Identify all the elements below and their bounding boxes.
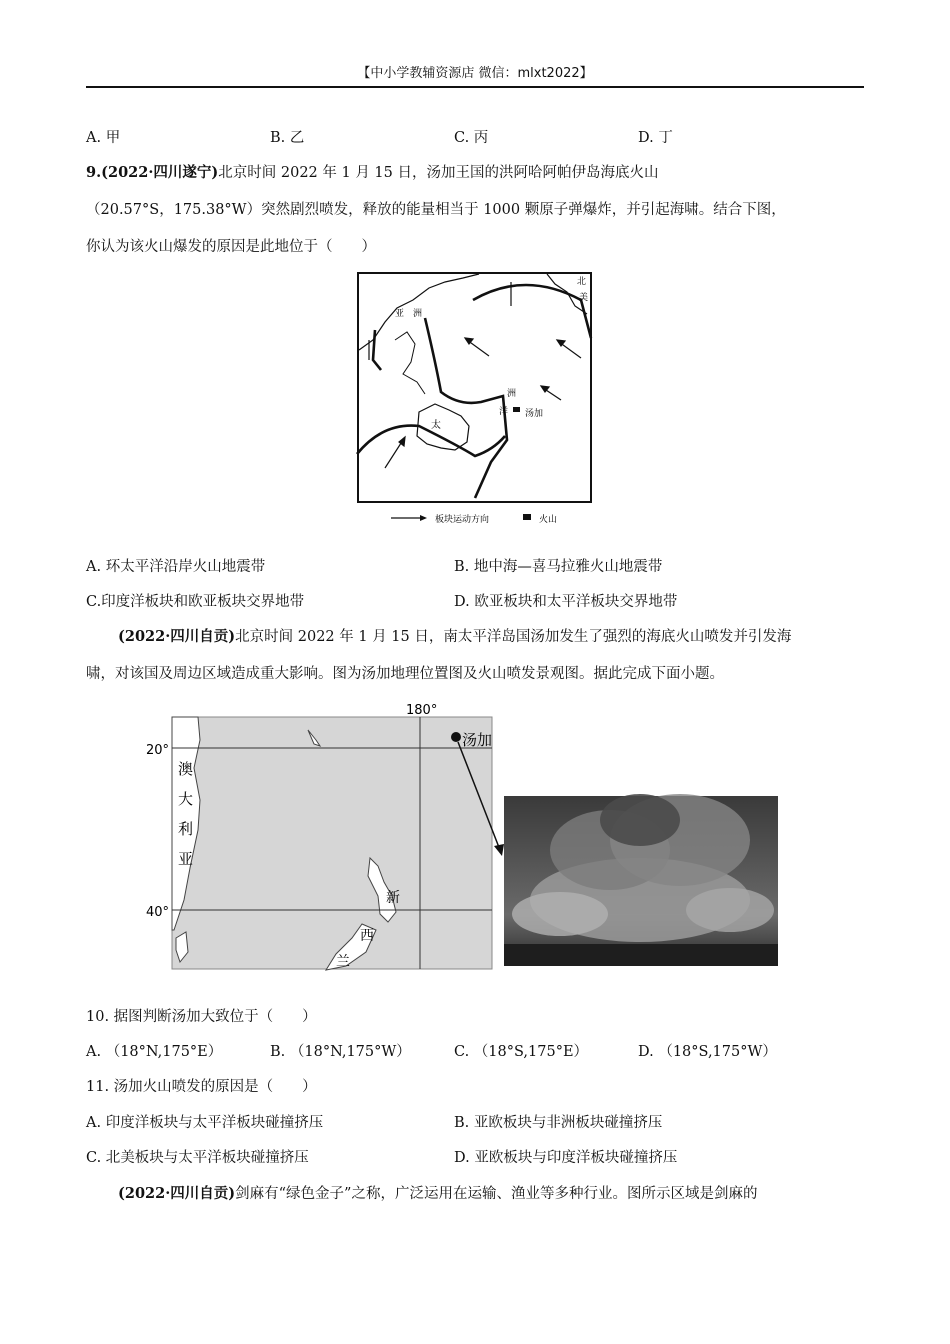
q9-source: 9.(2022·四川遂宁) (86, 164, 219, 181)
legend-arrowhead-icon (420, 515, 427, 521)
label-au-2: 大 (178, 790, 194, 808)
legend-volcano-icon (523, 514, 531, 520)
label-zhou: 洲 (507, 389, 517, 399)
legend-arrow-text: 板块运动方向 (435, 515, 490, 525)
q9-option-d: D. 欧亚板块和太平洋板块交界地带 (454, 594, 678, 610)
pointer-arrowhead (494, 844, 504, 856)
q11-option-d: D. 亚欧板块与印度洋板块碰撞挤压 (454, 1150, 678, 1166)
q9-option-b: B. 地中海—喜马拉雅火山地震带 (454, 559, 663, 575)
q8-option-a: A. 甲 (86, 130, 121, 146)
q10-option-a: A. （18°N,175°E） (86, 1044, 223, 1060)
label-tonga-map: 汤加 (462, 731, 493, 749)
eruption-photo (504, 794, 778, 966)
group10-text-1: 北京时间 2022 年 1 月 15 日，南太平洋岛国汤加发生了强烈的海底火山喷发并引发海 (235, 629, 792, 645)
q10-option-d: D. （18°S,175°W） (638, 1044, 777, 1060)
q11-option-b: B. 亚欧板块与非洲板块碰撞挤压 (454, 1115, 663, 1131)
group10-line1 (118, 627, 791, 647)
label-20: 20° (146, 743, 170, 758)
header-rule (86, 86, 864, 88)
label-nz-3: 兰 (336, 954, 350, 970)
q8-option-d: D. 丁 (638, 130, 673, 146)
q9-text-1: 北京时间 2022 年 1 月 15 日，汤加王国的洪阿哈阿帕伊岛海底火山 (218, 165, 659, 181)
tonga-location-figure (140, 700, 800, 972)
label-yang: 洋 (499, 407, 509, 417)
page-header: 【中小学教辅资源店 微信：mlxt2022】 (357, 66, 593, 81)
label-tonga: 汤加 (525, 409, 544, 419)
q9-option-a: A. 环太平洋沿岸火山地震带 (86, 559, 266, 575)
group12-text-1: 剑麻有“绿色金子”之称，广泛运用在运输、渔业等多种行业。图所示区域是剑麻的 (235, 1186, 758, 1202)
label-asia: 亚 洲 (395, 309, 423, 319)
volcano-icon (513, 407, 520, 412)
group10-line2: 啸，对该国及周边区域造成重大影响。图为汤加地理位置图及火山喷发景观图。据此完成下面小题。 (86, 666, 724, 682)
group12-source: (2022·四川自贡) (118, 1185, 236, 1202)
label-au-1: 澳 (178, 760, 194, 778)
q9-stem-line2: （20.57°S，175.38°W）突然剧烈喷发，释放的能量相当于 1000 颗原子弹爆炸，并引起海啸。结合下图， (86, 202, 786, 218)
label-na-2: 美 (579, 293, 589, 303)
label-na-1: 北 (577, 277, 587, 287)
q11-option-a: A. 印度洋板块与太平洋板块碰撞挤压 (86, 1115, 324, 1131)
q9-stem-line3: 你认为该火山爆发的原因是此地位于（ ） (86, 239, 376, 255)
label-180: 180° (406, 703, 438, 718)
label-nz-2: 西 (360, 928, 374, 944)
q11-stem: 11. 汤加火山喷发的原因是（ ） (86, 1079, 317, 1095)
q10-option-b: B. （18°N,175°W） (270, 1044, 411, 1060)
group10-source: (2022·四川自贡) (118, 628, 236, 645)
q9-option-c: C.印度洋板块和欧亚板块交界地带 (86, 594, 305, 610)
label-au-3: 利 (178, 820, 194, 838)
group12-line1 (118, 1184, 757, 1204)
q9-stem-line1 (86, 163, 659, 183)
label-au-4: 亚 (178, 850, 194, 868)
q8-option-b: B. 乙 (270, 130, 305, 146)
q10-option-c: C. （18°S,175°E） (454, 1044, 589, 1060)
q11-option-c: C. 北美板块与太平洋板块碰撞挤压 (86, 1150, 309, 1166)
location-map-frame (172, 717, 492, 969)
label-40: 40° (146, 905, 170, 920)
q9-plate-map (355, 270, 605, 532)
legend-volcano-text: 火山 (539, 515, 558, 525)
q8-option-c: C. 丙 (454, 130, 489, 146)
label-tai: 太 (431, 420, 441, 431)
q10-stem: 10. 据图判断汤加大致位于（ ） (86, 1009, 317, 1025)
tonga-dot (451, 732, 461, 742)
label-nz-1: 新 (386, 890, 400, 906)
map-frame (358, 273, 591, 502)
